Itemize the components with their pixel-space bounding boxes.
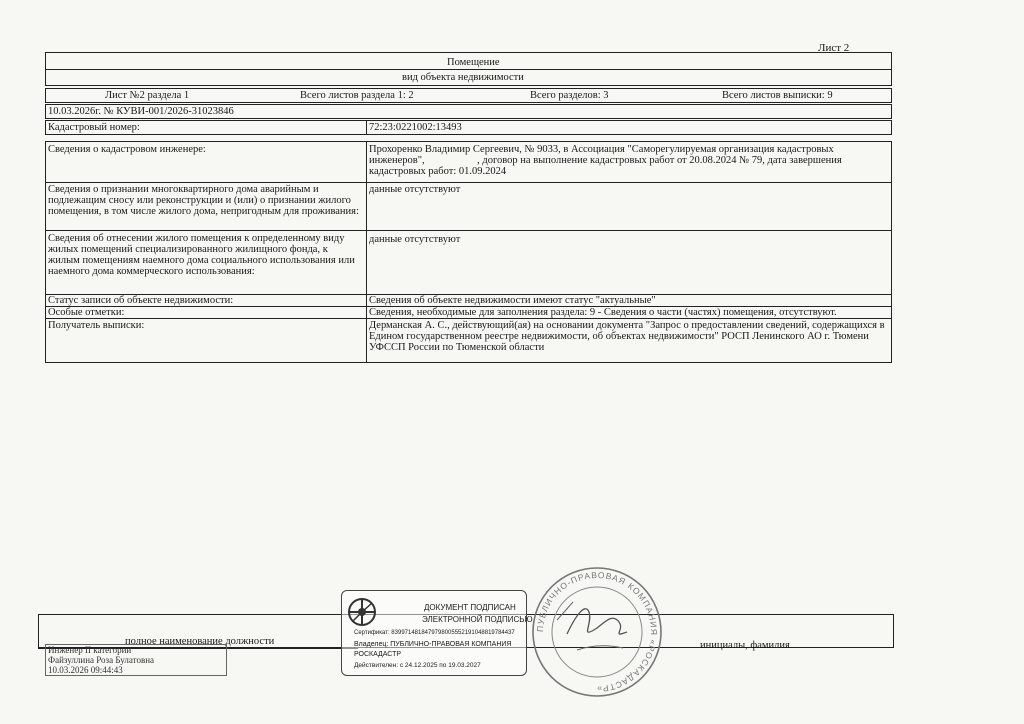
recipient-label: Получатель выписки:: [48, 320, 145, 331]
stamp-line1: ДОКУМЕНТ ПОДПИСАН: [424, 603, 516, 612]
housing-fund-value: данные отсутствуют: [369, 234, 461, 245]
recipient-value: Дерманская А. С., действующий(ая) на основании документа "Запрос о предоставлении сведений, содержащихся в Едином государственном реестре недвижимости, об объектах недвижимости" РОСП Ленинского АО г. Тюмени УФССП России по Тюменской области: [369, 320, 885, 353]
sheet-section: Лист №2 раздела 1: [105, 90, 190, 101]
housing-fund-label: Сведения об отнесении жилого помещения к определенному виду жилых помещений специализированного жилищного фонда, к жилым помещениям наемного дома социального использования или наемного дома коммерческого использования:: [48, 233, 355, 277]
stamp-certificate: Сертификат: 8399714818479798005552191048819784437: [354, 630, 515, 636]
emergency-value: данные отсутствуют: [369, 184, 461, 195]
special-notes-label: Особые отметки:: [48, 307, 125, 318]
object-type-caption: вид объекта недвижимости: [402, 72, 524, 83]
emblem-icon: [347, 597, 377, 627]
record-status-value: Сведения об объекте недвижимости имеют статус "актуальные": [369, 295, 656, 306]
sheet-number: Лист 2: [818, 42, 850, 54]
cadastral-label: Кадастровый номер:: [48, 122, 140, 133]
object-title: Помещение: [447, 57, 500, 68]
seal-text: ПУБЛИЧНО-ПРАВОВАЯ КОМПАНИЯ «РОСКАДАСТР»: [534, 569, 660, 695]
emergency-label: Сведения о признании многоквартирного дома аварийным и подлежащим сносу или реконструкции и (или) о признании жилого помещения, в том числе жилого дома, непригодным для проживания:: [48, 184, 359, 217]
position-caption: полное наименование должности: [125, 636, 275, 647]
total-sections: Всего разделов: 3: [530, 90, 609, 101]
stamp-validity: Действителен: с 24.12.2025 по 19.03.2027: [354, 662, 481, 669]
round-seal-icon: [527, 562, 667, 702]
e-signature-stamp: [341, 590, 533, 676]
stamp-line2: ЭЛЕКТРОННОЙ ПОДПИСЬЮ: [422, 615, 533, 624]
name-caption: инициалы, фамилия: [700, 640, 790, 651]
official-datetime: 10.03.2026 09:44:43: [48, 665, 123, 675]
total-section-sheets: Всего листов раздела 1: 2: [300, 90, 414, 101]
stamp-owner-line1: Владелец: ПУБЛИЧНО-ПРАВОВАЯ КОМПАНИЯ: [354, 641, 512, 648]
engineer-value: Прохоренко Владимир Сергеевич, № 9033, в Ассоциация "Саморегулируемая организация кадастровых инженеров", , договор на выполнение кадастровых работ от 20.08.2024 № 79, дата завершения кадастровых работ: 01.09.2024: [369, 144, 845, 177]
cadastral-number: 72:23:0221002:13493: [369, 122, 462, 133]
record-status-label: Статус записи об объекте недвижимости:: [48, 295, 234, 306]
special-notes-value: Сведения, необходимые для заполнения раздела: 9 - Сведения о части (частях) помещения, отсутствуют.: [369, 307, 837, 318]
official-name: Файзуллина Роза Булатовна: [48, 655, 155, 665]
svg-text:ПУБЛИЧНО-ПРАВОВАЯ КОМПАНИЯ «РО: [535, 570, 659, 694]
date-number: 10.03.2026г. № КУВИ-001/2026-31023846: [48, 106, 234, 117]
official-title: Инженер II категории: [48, 645, 132, 655]
total-extract-sheets: Всего листов выписки: 9: [722, 90, 833, 101]
engineer-label: Сведения о кадастровом инженере:: [48, 144, 206, 155]
stamp-owner-line2: РОСКАДАСТР: [354, 651, 402, 658]
cadastral-row: [45, 120, 892, 135]
